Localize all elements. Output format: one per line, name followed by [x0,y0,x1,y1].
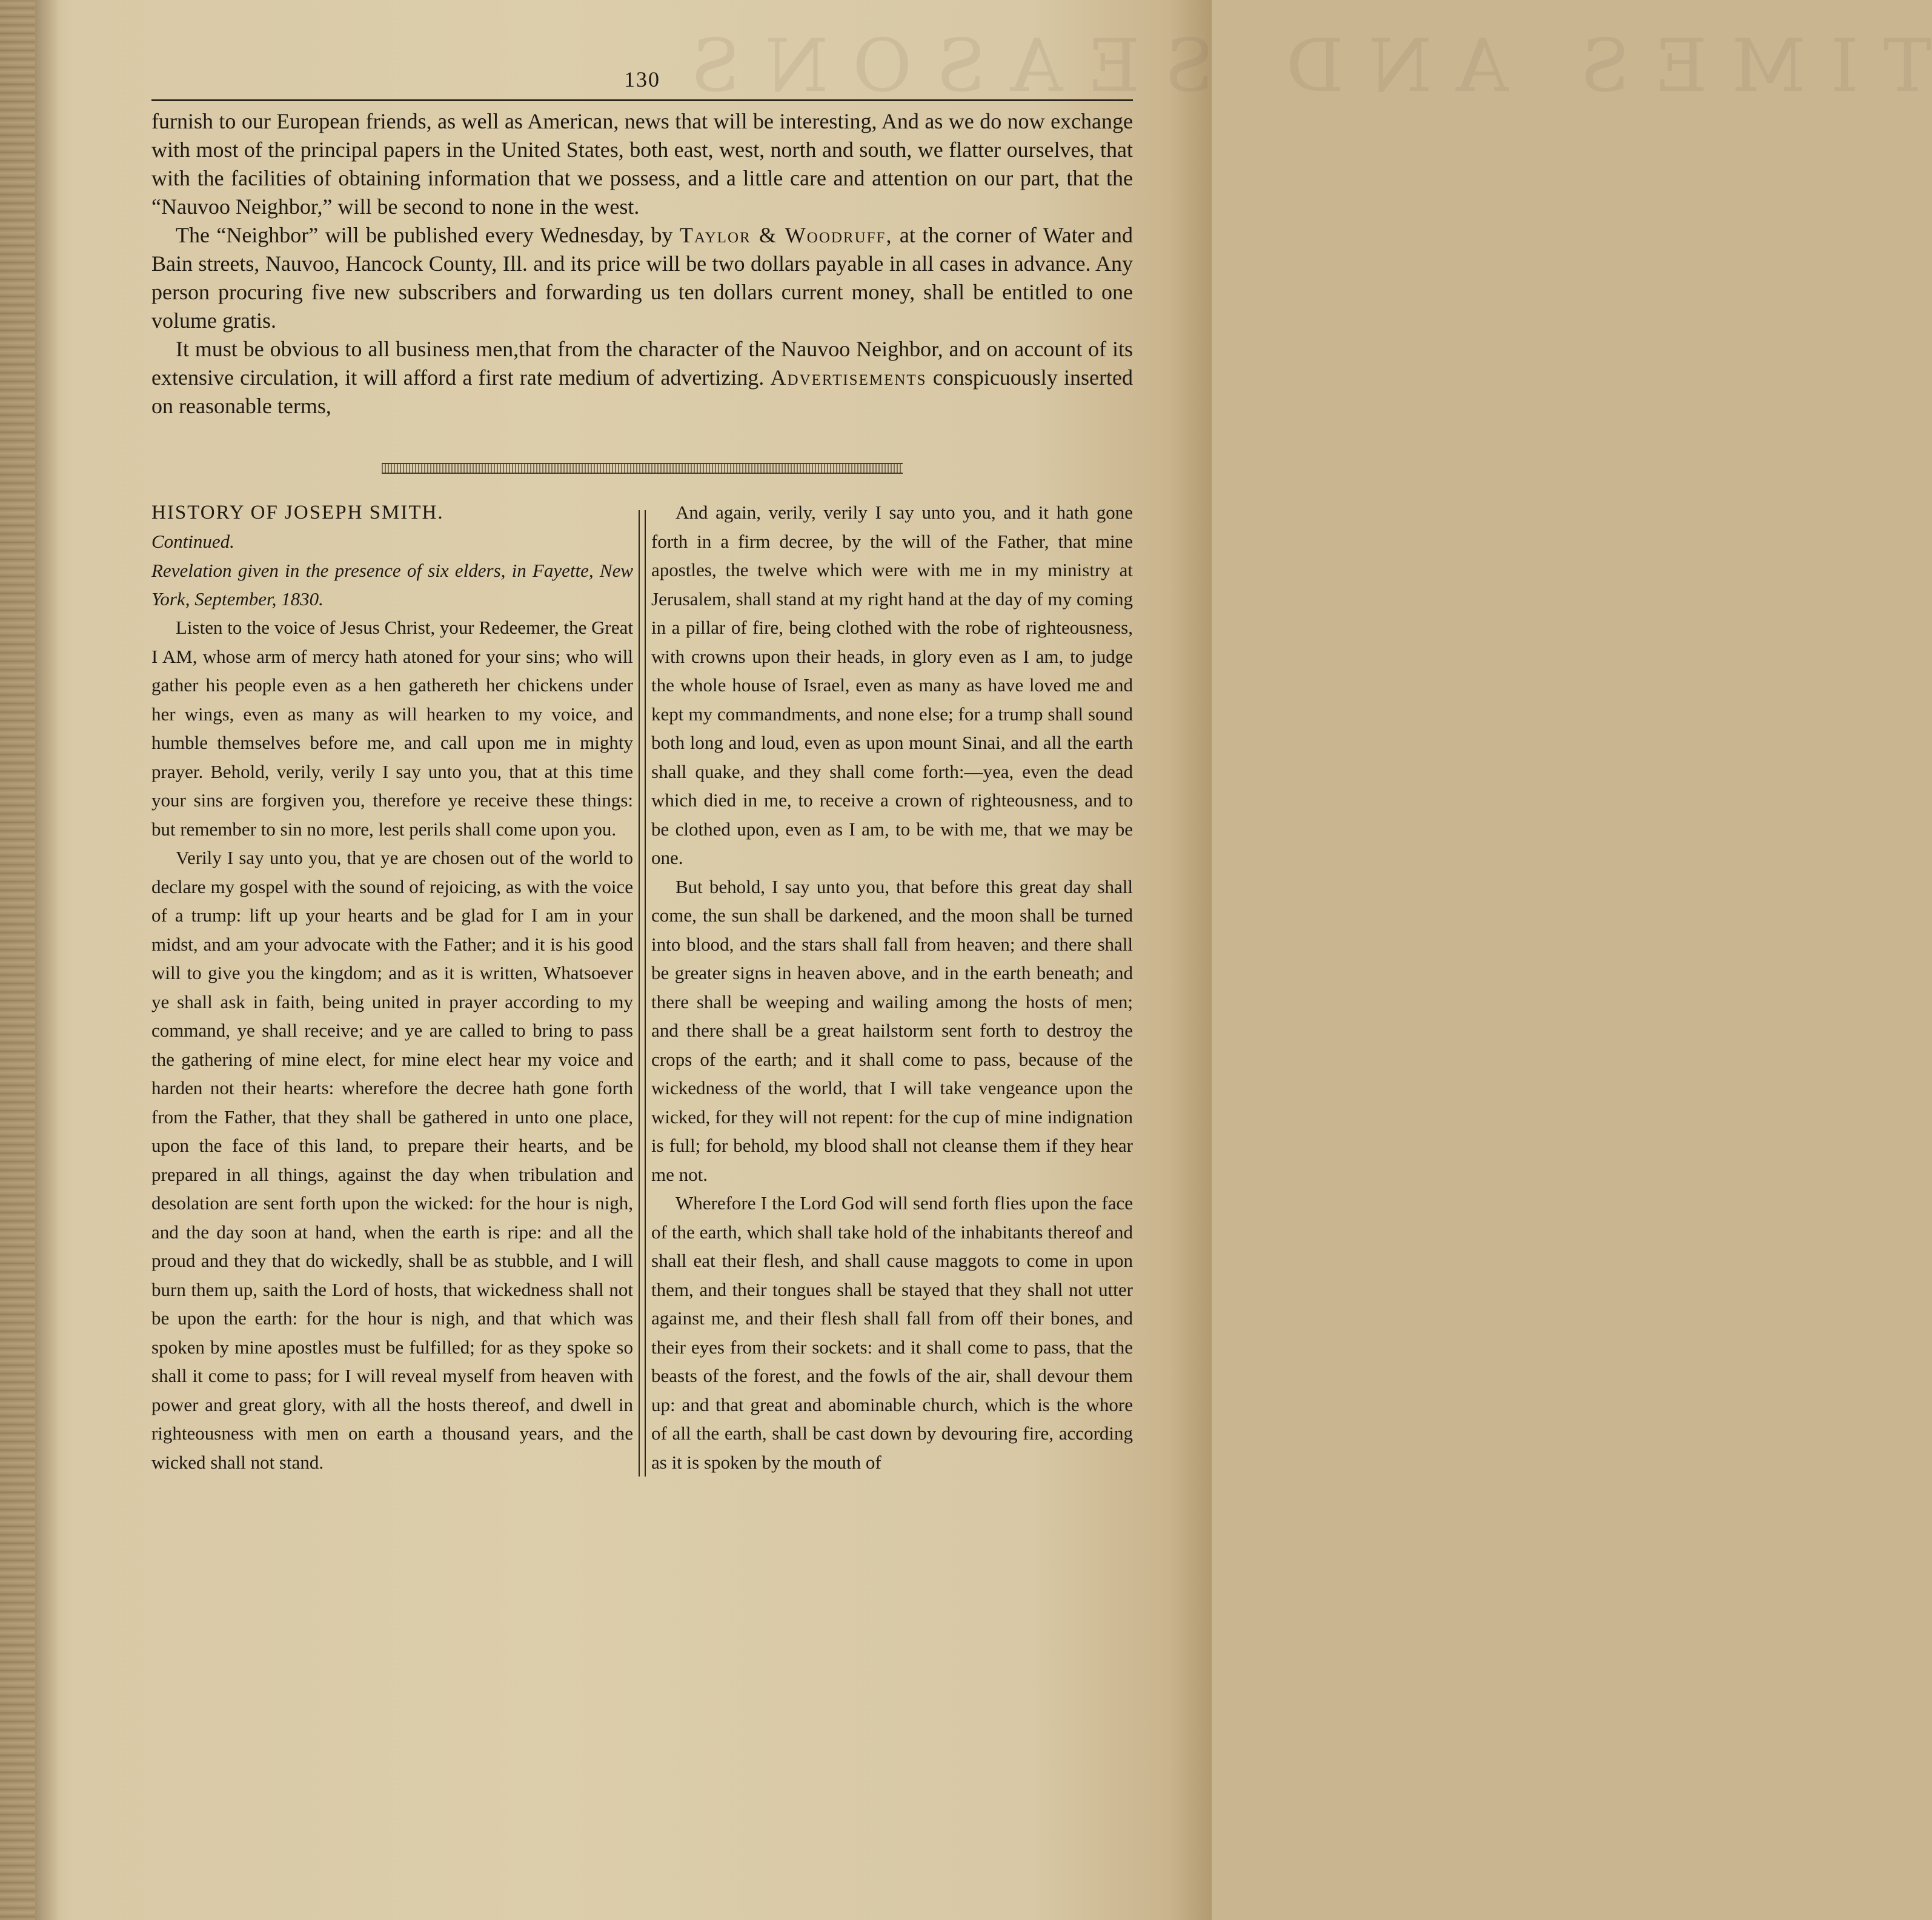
revelation-heading: Revelation given in the presence of six elders, in Fayette, New York, September, 1830. [151,560,633,610]
article-paragraph: Verily I say unto you, that ye are chosen out of the world to declare my gospel with the sound of rejoicing, as with the voice of a trump: lift up your hearts and be glad for I am in your midst, and am your advocate with the Father; and it is his good will to give you the kingdom; and as it is written, Whatsoever ye shall ask in faith, being united in prayer according to my command, ye shall receive; and ye are called to bring to pass the gathering of mine elect, for mine elect hear my voice and harden not their hearts: wherefore the decree hath gone forth from the Father, that they shall be gathered in unto one place, upon the face of this land, to prepare their hearts, and be prepared in all things, against the day when tribulation and desolation are sent forth upon the wicked: for the hour is nigh, and the day soon at hand, when the earth is ripe: and all the proud and they that do wickedly, shall be as stubble, and I will burn them up, saith the Lord of hosts, that wickedness shall not be upon the earth: for the hour is nigh, and that which was spoken by mine apostles must be fulfilled; for as they spoke so shall it come to pass; for I will reveal myself from heaven with power and great glory, with all the hosts thereof, and dwell in righteousness with men on earth a thousand years, and the wicked shall not stand. [151,847,633,1473]
page-number: 130 [624,67,660,91]
notice-paragraph [151,335,1133,420]
notice-text: at the corner of Water and Bain streets, Nauvoo, Hancock County, Ill. and its price will be two dollars payable in all cases in advance. Any person procuring five new subscribers and forwarding us ten dollars current money, shall be entitled to one volume gratis. [151,223,1133,333]
notice-paragraph: furnish to our European friends, as well as American, news that will be interesting, And as we do now exchange with most of the principal papers in the United States, both east, west, north and south, we flatter ourselves, that with the facilities of obtaining information that we possess, and a little care and attention on our part, that the “Nauvoo Neighbor,” will be second to none in the west. [151,109,1133,219]
left-column [151,498,633,1477]
notice-text: It must be obvious to all business men,that from the character of the Nauvoo Neighbor, and on account of its extensive circulation, it will afford a first rate medium of advertizing. [151,337,1133,390]
newspaper-notice [151,107,1133,420]
article-paragraph: Listen to the voice of Jesus Christ, your Redeemer, the Great I AM, whose arm of mercy hath atoned for your sins; who will gather his people even as a hen gathereth her chickens under her wings, even as many as will hearken to my voice, and humble themselves before me, and call upon me in mighty prayer. Behold, verily, verily I say unto you, that at this time your sins are forgiven you, therefore ye receive these things: but remember to sin no more, lest perils shall come upon you. [151,617,633,840]
gutter-shadow [35,0,59,1920]
article-paragraph: But behold, I say unto you, that before this great day shall come, the sun shall be darkened, and the moon shall be turned into blood, and the stars shall fall from heaven; and there shall be greater signs in heaven above, and in the earth beneath; and there shall be weeping and wailing among the hosts of men; and there shall be a great hailstorm sent forth to destroy the crops of the earth; and it shall come to pass, because of the wickedness of the world, that I will take vengeance upon the wicked, for they will not repent: for the cup of mine indignation is full; for behold, my blood shall not cleanse them if they hear me not. [651,875,1133,1185]
bleed-through-text: TIMES AND SEASONS [666,24,1932,108]
right-column [651,498,1133,1477]
header-rule [151,99,1133,101]
notice-text: conspicuously inserted on reasonable terms, [151,365,1133,418]
article-title: HISTORY OF JOSEPH SMITH. [151,502,444,523]
book-binding [0,0,35,1920]
article-paragraph: And again, verily, verily I say unto you, and it hath gone forth in a firm decree, by the will of the Father, that mine apostles, the twelve which were with me in my ministry at Jerusalem, shall stand at my right hand at the day of my coming in a pillar of fire, being clothed with the robe of righteousness, with crowns upon their heads, in glory even as I am, to judge the whole house of Israel, even as many as have loved me and kept my commandments, and none else; for a trump shall sound both long and loud, even as upon mount Sinai, and all the earth shall quake, and they shall come forth:—yea, even the dead which died in me, to receive a crown of righteousness, and to be clothed upon, even as I am, to be with me, that we may be one. [651,502,1133,868]
article-paragraph: Wherefore I the Lord God will send forth flies upon the face of the earth, which shall take hold of the inhabitants thereof and shall eat their flesh, and shall cause maggots to come in upon them, and their tongues shall be stayed that they shall not utter against me, and their flesh shall fall from off their bones, and their eyes from their sockets: and it shall come to pass, that the beasts of the forest, and the fowls of the air, shall devour them up: and that great and abominable church, which is the whore of all the earth, shall be cast down by devouring fire, according as it is spoken by the mouth of [651,1192,1133,1473]
notice-text: The “Neighbor” will be published every Wednesday, by [176,223,680,247]
section-separator [382,463,903,474]
page-content [151,67,1133,1477]
advertisements-word: Advertisements [770,365,927,390]
article-columns [151,498,1133,1477]
article-continued: Continued. [151,531,234,552]
notice-paragraph [151,221,1133,335]
column-divider [639,510,646,1477]
publishers-name: Taylor & Woodruff, [679,223,893,247]
